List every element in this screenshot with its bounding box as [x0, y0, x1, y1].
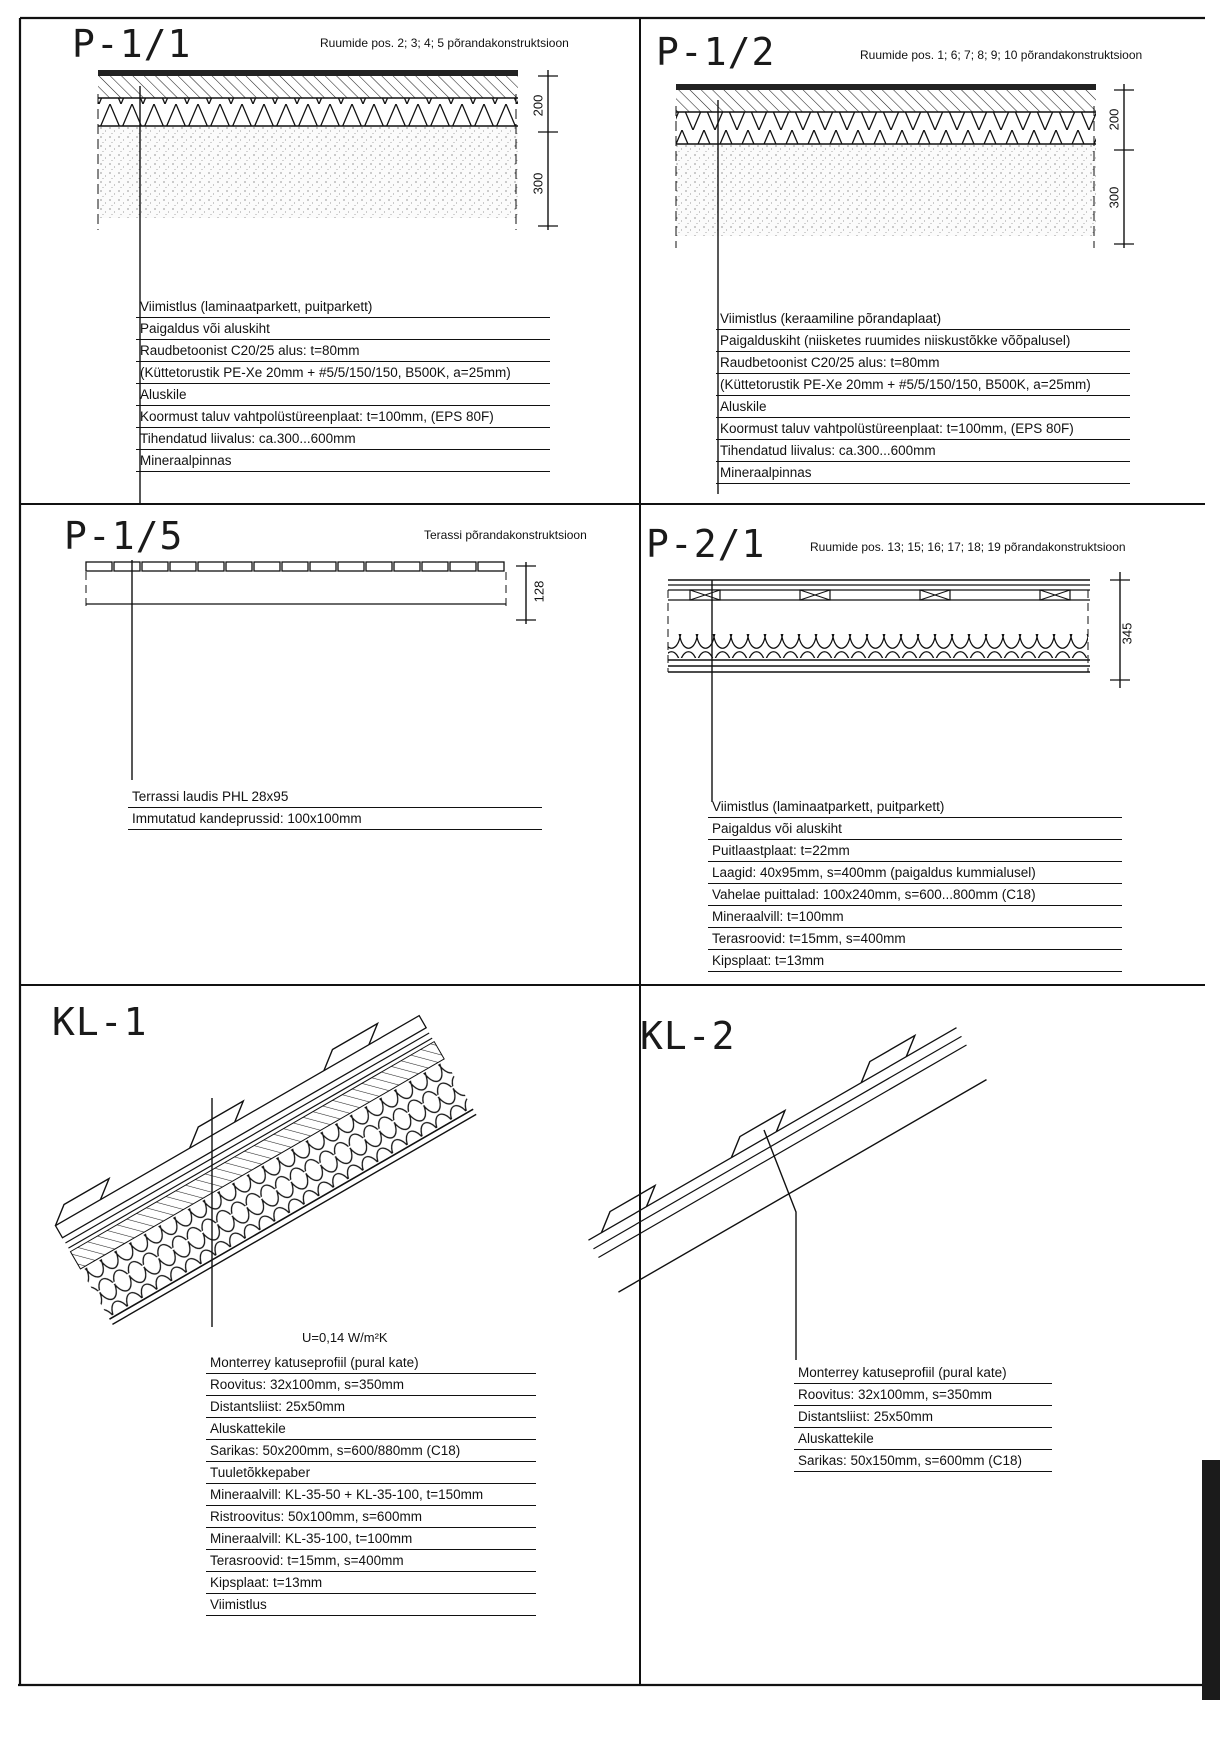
p15-dimension-128: 128: [531, 580, 547, 603]
layer-row: Raudbetoonist C20/25 alus: t=80mm: [716, 352, 1130, 374]
layer-row: Viimistlus (keraamiline põrandaplaat): [716, 308, 1130, 330]
p15-layer-legend: [128, 786, 542, 830]
p21-section-drawing: [668, 572, 1130, 802]
p11-layer-legend: [136, 296, 550, 472]
layer-row: Sarikas: 50x200mm, s=600/880mm (C18): [206, 1440, 536, 1462]
deck-board: [198, 562, 224, 571]
deck-board: [226, 562, 252, 571]
layer-row: Tihendatud liivalus: ca.300...600mm: [716, 440, 1130, 462]
deck-board: [114, 562, 140, 571]
scan-edge: [1202, 1460, 1220, 1700]
layer-row: Aluskattekile: [206, 1418, 536, 1440]
deck-board: [282, 562, 308, 571]
layer-row: Paigaldus või aluskiht: [136, 318, 550, 340]
p11-caption: Ruumide pos. 2; 3; 4; 5 põrandakonstruktsioon: [320, 36, 569, 50]
p21-dimension-345: 345: [1119, 622, 1135, 645]
deck-board: [254, 562, 280, 571]
layer-row: Monterrey katuseprofiil (pural kate): [206, 1352, 536, 1374]
layer-row: Mineraalvill: t=100mm: [708, 906, 1122, 928]
deck-board: [86, 562, 112, 571]
layer-row: Ristroovitus: 50x100mm, s=600mm: [206, 1506, 536, 1528]
p11-dimension-200: 200: [530, 94, 546, 117]
layer-row: Tuuletõkkepaber: [206, 1462, 536, 1484]
kl1-layer-legend: [206, 1352, 536, 1616]
deck-board: [394, 562, 420, 571]
deck-board: [170, 562, 196, 571]
layer-row: Terasroovid: t=15mm, s=400mm: [708, 928, 1122, 950]
layer-row: Raudbetoonist C20/25 alus: t=80mm: [136, 340, 550, 362]
layer-row: Terrassi laudis PHL 28x95: [128, 786, 542, 808]
p15-caption: Terassi põrandakonstruktsioon: [424, 528, 587, 542]
p15-section-drawing: [86, 560, 536, 780]
kl2-layer-legend: [794, 1362, 1052, 1472]
layer-row: Kipsplaat: t=13mm: [206, 1572, 536, 1594]
layer-row: Laagid: 40x95mm, s=400mm (paigaldus kummialusel): [708, 862, 1122, 884]
p11-dimension-300: 300: [530, 172, 546, 195]
layer-row: Tihendatud liivalus: ca.300...600mm: [136, 428, 550, 450]
layer-row: (Küttetorustik PE-Xe 20mm + #5/5/150/150, B500K, a=25mm): [716, 374, 1130, 396]
joist-section: [1040, 590, 1070, 600]
deck-board: [366, 562, 392, 571]
kl1-title: KL-1: [52, 1000, 148, 1044]
kl1-roof-drawing: [48, 1004, 476, 1327]
layer-row: Paigaldus või aluskiht: [708, 818, 1122, 840]
deck-board: [310, 562, 336, 571]
layer-row: (Küttetorustik PE-Xe 20mm + #5/5/150/150, B500K, a=25mm): [136, 362, 550, 384]
layer-row: Aluskile: [716, 396, 1130, 418]
joist-section: [920, 590, 950, 600]
joist-section: [800, 590, 830, 600]
layer-row: Mineraalpinnas: [136, 450, 550, 472]
layer-row: Monterrey katuseprofiil (pural kate): [794, 1362, 1052, 1384]
p11-title: P-1/1: [72, 22, 192, 66]
layer-row: Koormust taluv vahtpolüstüreenplaat: t=100mm, (EPS 80F): [716, 418, 1130, 440]
layer-row: Immutatud kandeprussid: 100x100mm: [128, 808, 542, 830]
layer-row: Kipsplaat: t=13mm: [708, 950, 1122, 972]
layer-row: Viimistlus (laminaatparkett, puitparkett): [136, 296, 550, 318]
p21-caption: Ruumide pos. 13; 15; 16; 17; 18; 19 põrandakonstruktsioon: [810, 540, 1126, 554]
p21-title: P-2/1: [646, 522, 766, 566]
layer-row: Mineraalvill: KL-35-100, t=100mm: [206, 1528, 536, 1550]
deck-board: [142, 562, 168, 571]
layer-row: Sarikas: 50x150mm, s=600mm (C18): [794, 1450, 1052, 1472]
layer-row: Terasroovid: t=15mm, s=400mm: [206, 1550, 536, 1572]
joist-section: [690, 590, 720, 600]
layer-row: Roovitus: 32x100mm, s=350mm: [206, 1374, 536, 1396]
p12-dimension-300: 300: [1106, 186, 1122, 209]
p12-title: P-1/2: [656, 30, 776, 74]
kl2-roof-drawing: [581, 1016, 986, 1360]
layer-row: Aluskattekile: [794, 1428, 1052, 1450]
p21-layer-legend: [708, 796, 1122, 972]
deck-board: [338, 562, 364, 571]
deck-board: [450, 562, 476, 571]
kl2-title: KL-2: [640, 1014, 736, 1058]
p15-title: P-1/5: [64, 514, 184, 558]
layer-row: Mineraalvill: KL-35-50 + KL-35-100, t=150mm: [206, 1484, 536, 1506]
p12-dimension-200: 200: [1106, 108, 1122, 131]
layer-row: Aluskile: [136, 384, 550, 406]
layer-row: Puitlaastplaat: t=22mm: [708, 840, 1122, 862]
layer-row: Viimistlus: [206, 1594, 536, 1616]
layer-row: Koormust taluv vahtpolüstüreenplaat: t=100mm, (EPS 80F): [136, 406, 550, 428]
layer-row: Distantsliist: 25x50mm: [206, 1396, 536, 1418]
deck-board: [478, 562, 504, 571]
deck-board: [422, 562, 448, 571]
layer-row: Viimistlus (laminaatparkett, puitparkett): [708, 796, 1122, 818]
layer-row: Paigalduskiht (niisketes ruumides niiskustõkke võõpalusel): [716, 330, 1130, 352]
p12-caption: Ruumide pos. 1; 6; 7; 8; 9; 10 põrandakonstruktsioon: [860, 48, 1143, 62]
layer-row: Roovitus: 32x100mm, s=350mm: [794, 1384, 1052, 1406]
kl1-u-value: U=0,14 W/m²K: [302, 1330, 388, 1345]
layer-row: Vahelae puittalad: 100x240mm, s=600...800mm (C18): [708, 884, 1122, 906]
layer-row: Distantsliist: 25x50mm: [794, 1406, 1052, 1428]
layer-row: Mineraalpinnas: [716, 462, 1130, 484]
p12-layer-legend: [716, 308, 1130, 484]
